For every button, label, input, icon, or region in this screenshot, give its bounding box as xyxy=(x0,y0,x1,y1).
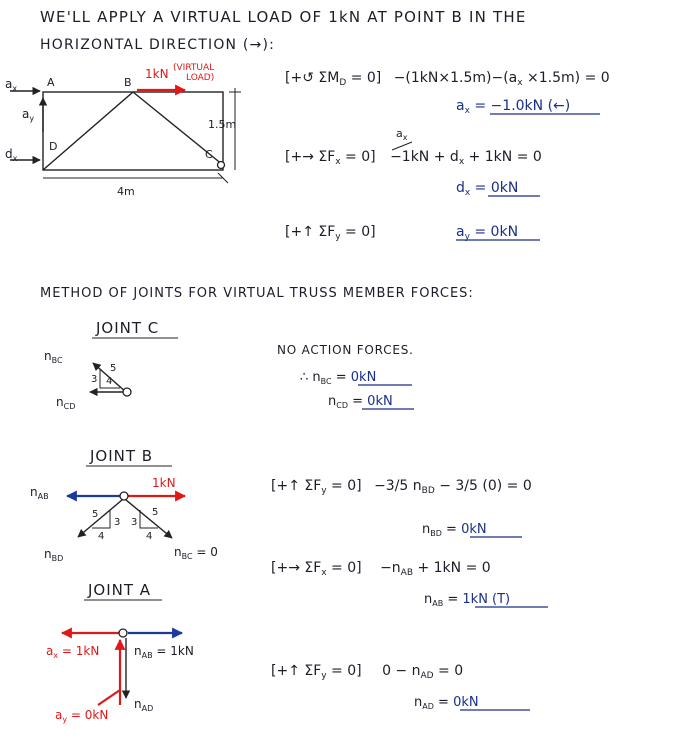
joint-b-fy-equation: [+↑ $\Sigma F_y = 0$] −3/5 $n_{BD} - 3/5$ (0) = 0 xyxy=(271,478,532,496)
global-equilibrium xyxy=(285,70,610,242)
joint-b-pin xyxy=(120,492,128,500)
joint-b-nbc-label: $n_{BC} = 0$ xyxy=(174,545,218,561)
joint-b-nab-label: $n_{AB}$ xyxy=(30,485,49,501)
joint-c-result-2: $n_{CD} = 0kN$ xyxy=(328,394,393,410)
joint-a-fy-equation: [+↑ $\Sigma F_y = 0$] $0 - n_{AD} = 0$ xyxy=(271,663,464,681)
dx-label: $d_x$ xyxy=(5,147,18,163)
span-label: 4m xyxy=(117,185,135,198)
moment-equation: [+↺ $\Sigma M_D = 0$] $-(1kN\times 1.5m)-(a_x \times 1.5m) = 0$ xyxy=(285,70,610,88)
joint-a-nad-result: $n_{AD} = 0kN$ xyxy=(414,695,479,711)
joint-b-load-label: 1kN xyxy=(152,476,176,490)
joint-b-tri-r-3: 3 xyxy=(131,517,138,528)
joint-a-ay-label: $a_y = 0kN$ xyxy=(55,708,109,724)
node-a-label: A xyxy=(47,76,55,89)
joint-a-nab-label: $n_{AB} = 1kN$ xyxy=(134,644,194,660)
ax-result: $a_x = -1.0kN$ (←) xyxy=(456,98,571,116)
node-c-pin xyxy=(218,162,225,169)
joint-b-tri-r-5: 5 xyxy=(152,507,159,518)
joint-a-nad-label: $n_{AD}$ xyxy=(134,697,154,713)
member-ad-diagonal xyxy=(43,92,133,170)
height-label: 1.5m xyxy=(208,118,237,131)
joint-a-ay-tail xyxy=(98,690,120,705)
method-title: METHOD OF JOINTS FOR VIRTUAL TRUSS MEMBER FORCES: xyxy=(40,286,474,301)
truss-diagram xyxy=(5,63,241,198)
virtual-note-1: (VIRTUAL xyxy=(173,63,215,73)
ay-result: $a_y = 0kN$ xyxy=(456,224,519,242)
joint-b-tri-r-4: 4 xyxy=(146,531,153,542)
fy-equation: [+↑ $\Sigma F_y = 0$] xyxy=(285,224,376,242)
joint-c-pin xyxy=(123,388,131,396)
ax-label: $a_x$ xyxy=(5,77,18,93)
joint-c-tri-5: 5 xyxy=(110,363,117,374)
joint-c-tri-4: 4 xyxy=(106,376,113,387)
joint-c-tri-3: 3 xyxy=(91,374,98,385)
joint-b-nbd-result: $n_{BD} = 0kN$ xyxy=(422,522,487,538)
joint-b-tri-l-3: 3 xyxy=(114,517,121,528)
joint-c xyxy=(44,319,414,411)
header-line-1: WE'LL APPLY A VIRTUAL LOAD OF 1kN AT POINT B IN THE xyxy=(40,8,527,26)
joint-b-nab-result: $n_{AB} = 1kN$ (T) xyxy=(424,592,511,608)
truss-frame xyxy=(43,92,223,170)
joint-c-title: JOINT C xyxy=(96,319,160,337)
node-c-label: C xyxy=(205,148,213,161)
virtual-note-2: LOAD) xyxy=(186,73,215,83)
ay-label: $a_y$ xyxy=(22,107,35,123)
joint-c-note: NO ACTION FORCES. xyxy=(277,343,414,357)
node-d-label: D xyxy=(49,140,58,153)
header-line-2: HORIZONTAL DIRECTION (→): xyxy=(40,37,276,53)
joint-a-title: JOINT A xyxy=(88,581,152,599)
fx-over-label: $a_x$ xyxy=(396,127,408,142)
fx-equation: [+→ $\Sigma F_x = 0$] $-1kN + d_x + 1kN = 0$ xyxy=(285,149,542,167)
joint-a-pin xyxy=(119,629,127,637)
dx-result: $d_x = 0kN$ xyxy=(456,180,519,198)
joint-c-nbc-label: $n_{BC}$ xyxy=(44,349,63,365)
joint-a-ax-label: $a_x = 1kN$ xyxy=(46,644,100,660)
node-b-label: B xyxy=(124,76,132,89)
joint-b-fx-equation: [+→ $\Sigma F_x = 0$] $-n_{AB} + 1kN = 0$ xyxy=(271,560,491,578)
joint-b-tri-l-5: 5 xyxy=(92,509,99,520)
joint-c-ncd-label: $n_{CD}$ xyxy=(56,395,76,411)
virtual-load-label: 1kN xyxy=(145,67,169,81)
joint-c-result-1: ∴ $n_{BC} = 0kN$ xyxy=(300,370,377,386)
joint-b-tri-l-4: 4 xyxy=(98,531,105,542)
joint-b-title: JOINT B xyxy=(90,447,154,465)
joint-b-nbd-label: $n_{BD}$ xyxy=(44,547,64,563)
